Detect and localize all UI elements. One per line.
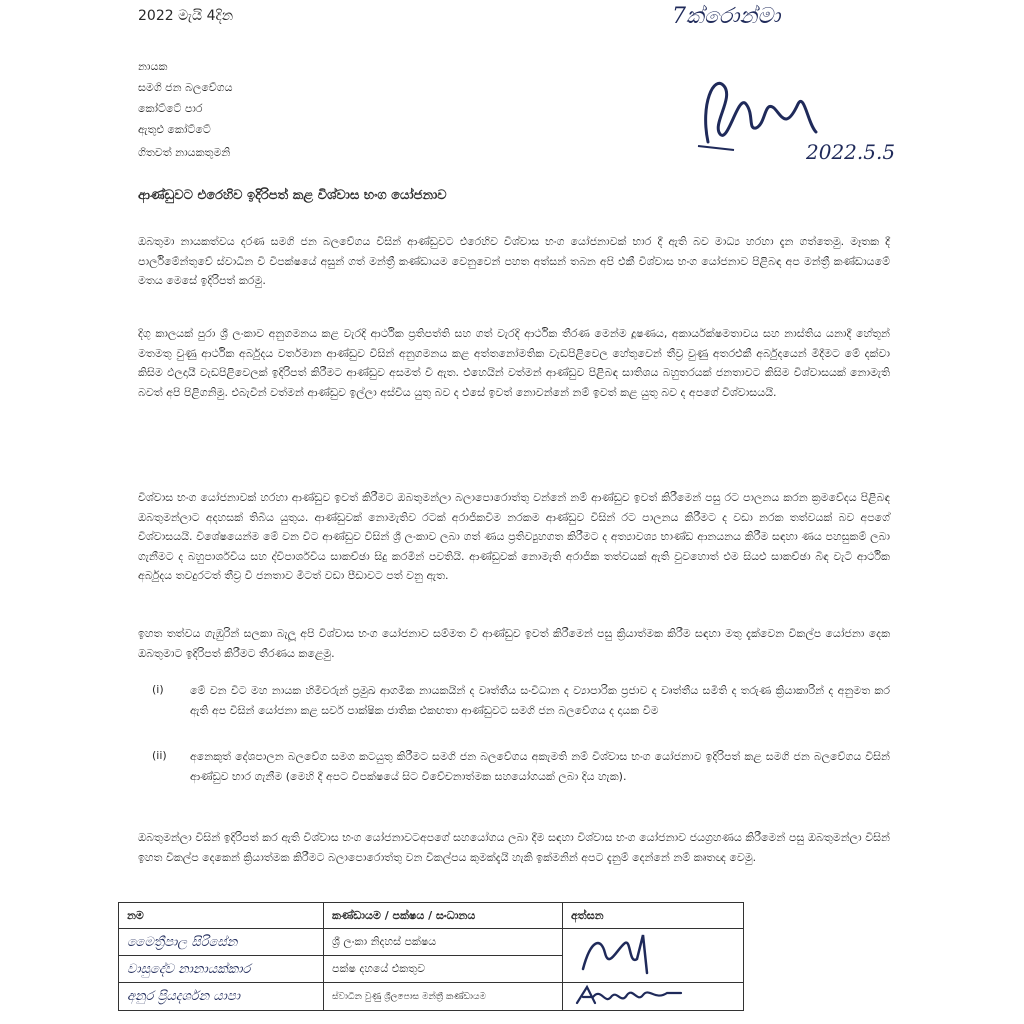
option-1-text: මේ වන විට මහ නායක හිමිවරුන් ප්‍රමුඛ ආගමික නායකයින් ද වෘත්තීය සංවිධාන ද ව්‍යාපාරික ප්‍රජාව ද වෘත්තීය සමිති ද තරුණ ක්‍රියාකාරින් ද අනුමත කර ඇති අප විසින් යෝජනා කළ සර්ව පාක්ෂික ජාතික එකඟතා ආණ්ඩුවට සමගි ජන බලවේගය ද දායක වීම [190, 684, 890, 717]
signer-party: ස්වාධීන වුණු ශ්‍රීලපොස මන්ත්‍රී කණ්ඩායම [324, 983, 563, 1011]
address-line-4: ඇතුළු කෝට්ටේ [138, 123, 211, 136]
salutation: ගිතවත් නායකතුමනි [138, 146, 231, 159]
paragraph-1: ඔබතුමා නායකත්වය දරණ සමගි ජන බලවේගය විසින් ආණ්ඩුවට එරෙහිව විශ්වාස භංග යෝජනාවක් භාර දී ඇති බව මාධ්‍ය හරහා දැන ගත්තෙමු. මෑතක දී පාර්ලිමේන්තුවේ ස්වාධීන වී විපක්ෂයේ අසුන් ගත් මන්ත්‍රී කණ්ඩායම වෙනුවෙන් පහත අත්සන් තබන අපි එකී විශ්වාස භංග යෝජනාව පිළිබඳ අප මන්ත්‍රී කණ්ඩායමේ මතය මෙසේ ඉදිරිපත් කරමු. [138, 235, 890, 287]
header-party: කණ්ඩායම / පක්ෂය / සංධානය [324, 903, 563, 929]
signer-name: අනුර ප්‍රියදර්ශන යාපා [119, 983, 324, 1011]
paragraph-2: දිගු කාලයක් පුරා ශ්‍රී ලංකාව අනුගමනය කළ වැරදි ආර්ථික ප්‍රතිපත්ති සහ ගත් වැරදි ආර්ථික තීරණ මෙන්ම දූෂණය, අකාර්යක්ෂමතාවය සහ නාස්තිය යනාදී හේතූන් මතමතු වුණු ආර්ථික අර්බුදය වර්තමාන ආණ්ඩුව විසින් අනුගමනය කළ අත්තනෝමතික වැඩපිළිවෙල හේතුවෙන් තීව්‍ර වුණු අතරඑකී අර්බුදයෙන් මිදීමට මේ දක්වා කිසිම ඵලදායී වැඩපිළිවෙලක් ඉදිරිපත් කිරීමට ආණ්ඩුව අසමත් වී ඇත. එහෙයින් වත්මන් ආණ්ඩුව පිළිබඳ සාතිශය බහුතරයක් ජනතාවට කිසිම විශ්වාසයක් නොමැති බවත් අපි පිළිගනිමු. එබැවින් වත්මන් ආණ්ඩුව ඉල්ලා අස්විය යුතු බව ද එසේ ඉවත් නොවන්නේ නම් ඉවත් කළ යුතු බව ද අපගේ විශ්වාසයයි. [138, 327, 890, 399]
signature-table [118, 902, 744, 1011]
address-line-2: සමගි ජන බලවේගය [138, 81, 233, 94]
address-line-1: නායක [138, 60, 168, 73]
option-2-number: (ii) [152, 749, 167, 762]
signer-name: මෛත්‍රීපාල සිරිසේන [119, 929, 324, 956]
paragraph-3: විශ්වාස භංග යෝජනාවක් හරහා ආණ්ඩුව ඉවත් කිරීමට ඔබතුමන්ලා බලාපොරොත්තු වන්නේ නම් ආණ්ඩුව ඉවත් කිරීමෙන් පසු රට පාලනය කරන ක්‍රමවේදය පිළිබඳ ඔබතුමන්ලාට අදහසක් තිබිය යුතුය. ආණ්ඩුවක් නොමැතිව රටක් අරාජිකවීම නරකම ආණ්ඩුව විසින් රට පාලනය කිරීමට ද වඩා නරක තත්වයක් බව අපගේ විශ්වාසයයි. විශේෂයෙන්ම මේ වන විට ආණ්ඩුව විසින් ශ්‍රී ලංකාව ලබා ගත් ණය ප්‍රතිව්‍යුහගත කිරීමට ද අත්‍යාවශ්‍ය භාණ්ඩ ආනයනය කිරීම සඳහා ණය පහසුකම් ලබා ගැනීමට ද බහුපාර්ශවීය සහ ද්විපාර්ශවීය සාකච්ඡා සිදු කරමින් පවතියි. ආණ්ඩුවක් නොමැති අරාජික තත්වයක් ඇති වුවහොත් එම සියළු සාකච්ඡා බිඳ වැටී ආර්ථික අර්බුදය තවදුරටත් තීව්‍ර වී ජනතාව මීටත් වඩා පීඩාවට පත් වනු ඇත. [138, 491, 890, 582]
received-signature [694, 64, 824, 154]
option-1-number: (i) [152, 683, 164, 696]
signer-name: වාසුදේව නානායක්කාර [119, 956, 324, 983]
paragraph-4: ඉහත තත්වය ගැඹුරින් සලකා බැලූ අපි විශ්වාස භංග යෝජනාව සම්මත වී ආණ්ඩුව ඉවත් කිරීමෙන් පසු ක්‍රියාත්මක කිරීම සඳහා මතු දැක්වෙන විකල්ප යෝජනා දෙක ඔබතුමාට ඉදිරිපත් කිරීමට තීරණය කළෙමු. [138, 627, 890, 660]
letter-title: ආණ්ඩුවට එරෙහිව ඉදිරිපත් කළ විශ්වාස භංග යෝජනාව [138, 188, 447, 203]
header-name: නම [119, 903, 324, 929]
letter-date: 2022 මැයි 4දින [138, 8, 234, 24]
signature-cell [563, 929, 744, 983]
table-header-row [119, 903, 744, 929]
table-row [119, 929, 744, 956]
signer-party: ශ්‍රී ලංකා නිදහස් පක්ෂය [324, 929, 563, 956]
table-row [119, 983, 744, 1011]
handwritten-note: 7ක්රොන්මා [672, 4, 781, 29]
signature-cell [563, 983, 744, 1011]
address-line-3: කෝට්ටේ පාර [138, 102, 203, 115]
signature-mark [571, 983, 711, 1007]
header-signature: අත්සන [563, 903, 744, 929]
signature-mark [571, 929, 711, 979]
option-2-text: අනෙකුත් දේශපාලන බලවේග සමග කටයුතු කිරීමට සමගි ජන බලවේගය අකැමති නම් විශ්වාස භංග යෝජනාව ඉදිරිපත් කළ සමගි ජන බලවේගය විසින් ආණ්ඩුව භාර ගැනීම (මෙහි දී අපට විපක්ෂයේ සිට විවේචනාත්මක සහයෝගයක් ලබා දිය හැක). [190, 750, 890, 783]
signer-party: පක්ෂ දහයේ එකතුව [324, 956, 563, 983]
closing-paragraph: ඔබතුමන්ලා විසින් ඉදිරිපත් කර ඇති විශ්වාස භංග යෝජනාවටඅපගේ සහයෝගය ලබා දීම සඳහා විශ්වාස භංග යෝජනාව ජයග්‍රහණය කිරීමෙන් පසු ඔබතුමන්ලා විසින් ඉහත විකල්ප දෙකෙන් ක්‍රියාත්මක කිරීමට බලාපොරොත්තු වන විකල්පය කුමක්දැයි හැකි ඉක්මනින් අපට දැනුම් දෙන්නේ නම් කෘතඥ වෙමු. [138, 831, 890, 864]
handwritten-date: 2022.5.5 [806, 140, 896, 164]
